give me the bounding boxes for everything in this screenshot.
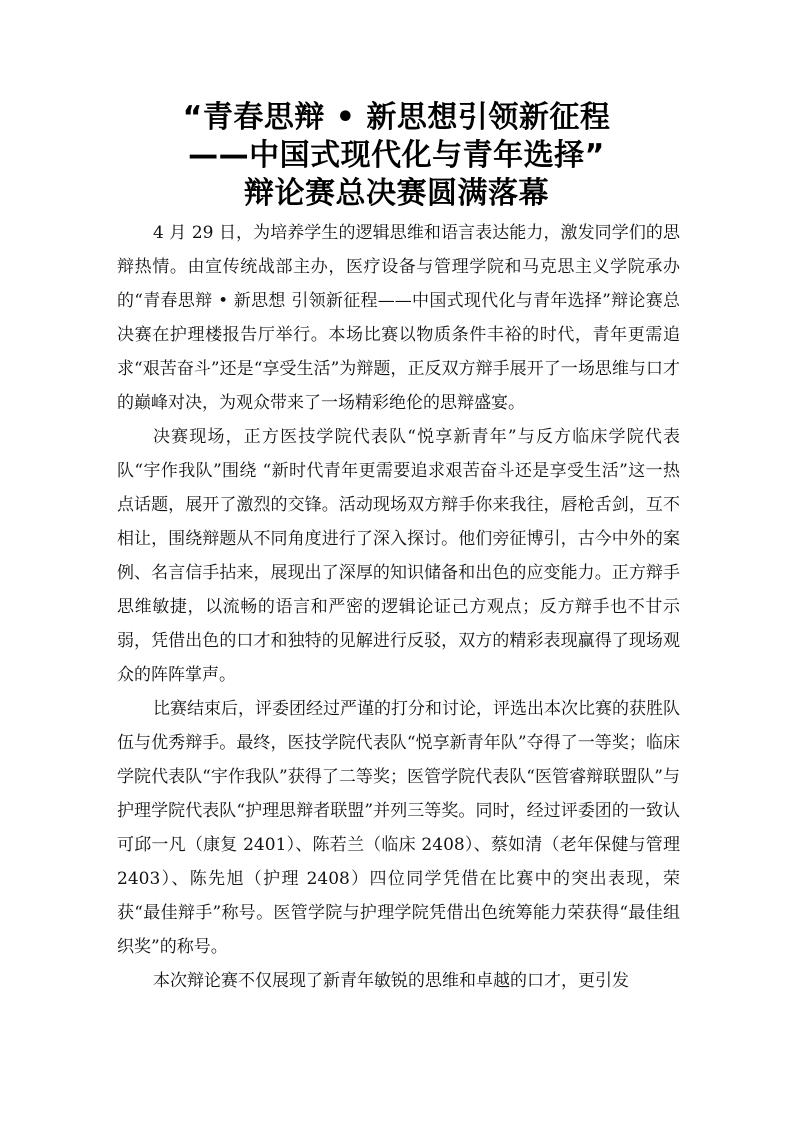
title-line-3: 辩论赛总决赛圆满落幕 [244, 176, 549, 211]
title-line-2: ——中国式现代化与青年选择” [188, 138, 605, 173]
article-body [117, 216, 680, 998]
paragraph-intro: 4 月 29 日，为培养学生的逻辑思维和语言表达能力，激发同学们的思辩热情。由宣传统战部主办，医疗设备与管理学院和马克思主义学院承办的“青春思辩 • 新思想 引领新征程——中国式现代化与青年选择”辩论赛总决赛在护理楼报告厅举行。本场比赛以物质条件丰裕的时代，青年更需追求“艰苦奋斗”还是“享受生活”为辩题，正反双方辩手展开了一场思维与口才的巅峰对决，为观众带来了一场精彩绝伦的思辩盛宴。 [117, 223, 680, 413]
paragraph-results: 比赛结束后，评委团经过严谨的打分和讨论，评选出本次比赛的获胜队伍与优秀辩手。最终，医技学院代表队“悦享新青年队”夺得了一等奖；临床学院代表队“宇作我队”获得了二等奖；医管学院代表队“医管睿辩联盟队”与护理学院代表队“护理思辩者联盟”并列三等奖。同时，经过评委团的一致认可邱一凡（康复 2401）、陈若兰（临床 2408）、蔡如清（老年保健与管理 2403）、陈先旭（护理 2408）四位同学凭借在比赛中的突出表现，荣获“最佳辩手”称号。医管学院与护理学院凭借出色统筹能力荣获得“最佳组织奖”的称号。 [117, 699, 680, 957]
paragraph-conclusion: 本次辩论赛不仅展现了新青年敏锐的思维和卓越的口才，更引发 [153, 971, 629, 991]
article-title [100, 99, 693, 213]
paragraph-final-scene: 决赛现场，正方医技学院代表队“悦享新青年”与反方临床学院代表队“宇作我队”围绕 “新时代青年更需要追求艰苦奋斗还是享受生活”这一热点话题，展开了激烈的交锋。活动现场双方辩手你来我往，唇枪舌剑，互不相让，围绕辩题从不同角度进行了深入探讨。他们旁征博引，古今中外的案例、名言信手拈来，展现出了深厚的知识储备和出色的应变能力。正方辩手思维敏捷，以流畅的语言和严密的逻辑论证己方观点；反方辩手也不甘示弱，凭借出色的口才和独特的见解进行反驳，双方的精彩表现赢得了现场观众的阵阵掌声。 [117, 427, 680, 685]
title-line-1: “青春思辩 • 新思想引领新征程 [182, 100, 611, 135]
